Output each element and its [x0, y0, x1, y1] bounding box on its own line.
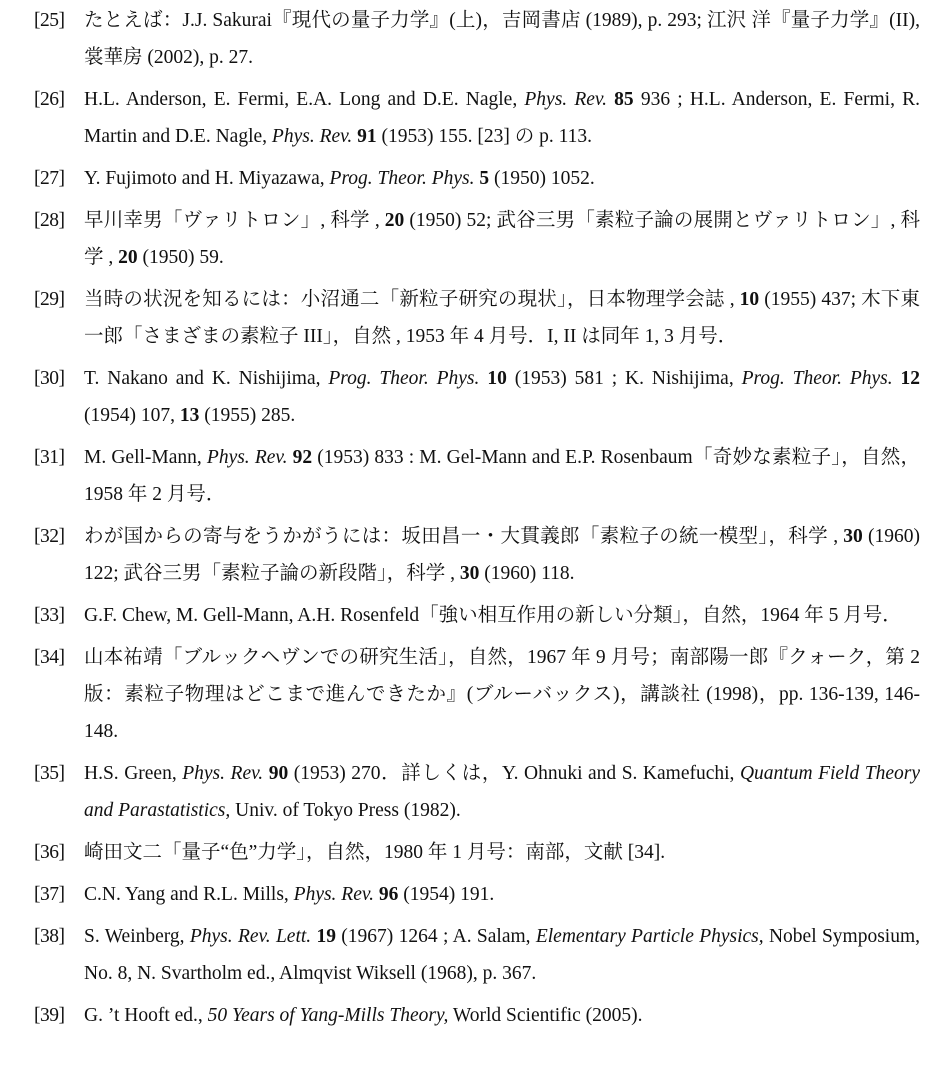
journal-title: Prog. Theor. Phys.: [741, 368, 893, 389]
citation-text: S. Weinberg,: [84, 926, 190, 947]
citation-text: G.F. Chew, M. Gell-Mann, A.H. Rosenfeld「強い相互作用の新しい分類」，自然，1964 年 5 月号．: [84, 605, 902, 626]
citation-text: C.N. Yang and R.L. Mills,: [84, 884, 294, 905]
citation-text: World Scientific (2005).: [448, 1005, 643, 1026]
reference-text: [84, 876, 920, 913]
citation-text: 当時の状況を知るには：小沼通二「新粒子研究の現状」，日本物理学会誌 ,: [84, 289, 740, 310]
reference-entry: [34, 81, 920, 155]
volume-number: 19: [316, 926, 336, 947]
volume-number: 30: [843, 526, 863, 547]
reference-number: [25]: [34, 10, 65, 31]
citation-text: Y. Fujimoto and H. Miyazawa,: [84, 168, 330, 189]
reference-entry: [34, 834, 920, 871]
reference-number: [37]: [34, 884, 65, 905]
reference-entry: [34, 202, 920, 276]
reference-text: [84, 281, 920, 355]
citation-text: (1954) 191.: [398, 884, 495, 905]
reference-entry: [34, 639, 920, 750]
citation-text: 早川幸男「ヴァリトロン」, 科学 ,: [84, 210, 385, 231]
citation-text: Univ. of Tokyo Press (1982).: [230, 800, 461, 821]
reference-number: [31]: [34, 447, 65, 468]
citation-text: (1954) 107,: [84, 405, 180, 426]
journal-title: Phys. Rev.: [524, 89, 607, 110]
reference-number: [26]: [34, 89, 65, 110]
reference-text: [84, 755, 920, 829]
reference-number: [27]: [34, 168, 65, 189]
reference-entry: [34, 597, 920, 634]
reference-entry: [34, 2, 920, 76]
volume-number: 13: [179, 405, 200, 426]
reference-entry: [34, 755, 920, 829]
volume-number: 12: [900, 368, 921, 389]
journal-title: Phys. Rev.: [293, 884, 374, 905]
reference-entry: [34, 518, 920, 592]
reference-number: [30]: [34, 368, 65, 389]
citation-text: (1950) 1052.: [489, 168, 595, 189]
citation-text: 936 ; H.L. Anderson, E. Fermi, R. Martin and D.E. Nagle,: [84, 89, 920, 147]
citation-text: たとえば：J.J. Sakurai『現代の量子力学』(上)，吉岡書店 (1989), p. 293; 江沢 洋『量子力学』(II), 裳華房 (2002), p. 27.: [84, 10, 920, 68]
reference-number: [36]: [34, 842, 65, 863]
citation-text: (1950) 59.: [137, 247, 224, 268]
volume-number: 90: [268, 763, 289, 784]
citation-text: (1953) 581 ; K. Nishijima,: [506, 368, 742, 389]
reference-text: [84, 81, 920, 155]
reference-number: [39]: [34, 1005, 65, 1026]
citation-text: (1950) 52; 武谷三男「素粒子論の展開とヴァリトロン」, 科学 ,: [84, 210, 920, 268]
journal-title: Phys. Rev.: [271, 126, 353, 147]
reference-number: [34]: [34, 647, 65, 668]
reference-text: [84, 202, 920, 276]
reference-entry: [34, 876, 920, 913]
citation-text: (1955) 285.: [199, 405, 296, 426]
reference-number: [33]: [34, 605, 65, 626]
citation-text: (1967) 1264 ; A. Salam,: [335, 926, 536, 947]
citation-text: M. Gell-Mann,: [84, 447, 207, 468]
reference-entry: [34, 281, 920, 355]
reference-text: [84, 834, 920, 871]
citation-text: H.S. Green,: [84, 763, 183, 784]
volume-number: 20: [384, 210, 405, 231]
reference-number: [32]: [34, 526, 65, 547]
reference-number: [29]: [34, 289, 65, 310]
reference-text: [84, 439, 920, 513]
reference-text: [84, 2, 920, 76]
reference-text: [84, 639, 920, 750]
volume-number: 5: [479, 168, 490, 189]
volume-number: 96: [378, 884, 399, 905]
journal-title: Quantum Field Theory and Parastatistics,: [84, 763, 920, 821]
reference-number: [38]: [34, 926, 65, 947]
citation-text: T. Nakano and K. Nishijima,: [84, 368, 329, 389]
citation-text: (1955) 437; 木下東一郎「さまざまの素粒子 III」，自然 , 1953 年 4 月号．I, II は同年 1, 3 月号．: [84, 289, 920, 347]
reference-text: [84, 997, 920, 1034]
reference-entry: [34, 997, 920, 1034]
reference-text: [84, 918, 920, 992]
citation-text: (1953) 155. [23] の p. 113.: [376, 126, 592, 147]
reference-text: [84, 160, 920, 197]
citation-text: (1960) 122; 武谷三男「素粒子論の新段階」，科学 ,: [84, 526, 920, 584]
citation-text: [893, 368, 901, 389]
citation-text: Nobel Symposium, No. 8, N. Svartholm ed., Almqvist Wiksell (1968), p. 367.: [84, 926, 921, 984]
reference-text: [84, 360, 920, 434]
volume-number: 20: [118, 247, 138, 268]
journal-title: Elementary Particle Physics,: [535, 926, 764, 947]
reference-text: [84, 518, 920, 592]
journal-title: Prog. Theor. Phys.: [329, 168, 475, 189]
citation-text: 山本祐靖「ブルックヘヴンでの研究生活」，自然，1967 年 9 月号；南部陽一郎『クォーク，第 2 版：素粒子物理はどこまで進んできたか』(ブルーバックス)，講談社 (1998)，pp. 136-139, 146-148.: [84, 647, 920, 742]
citation-text: (1953) 833 : M. Gel-Mann and E.P. Rosenbaum「奇妙な素粒子」，自然，1958 年 2 月号．: [84, 447, 920, 505]
citation-text: H.L. Anderson, E. Fermi, E.A. Long and D.E. Nagle,: [84, 89, 525, 110]
journal-title: Phys. Rev.: [206, 447, 288, 468]
volume-number: 10: [487, 368, 507, 389]
reference-entry: [34, 360, 920, 434]
journal-title: Phys. Rev. Lett.: [189, 926, 312, 947]
citation-text: (1953) 270．詳しくは，Y. Ohnuki and S. Kamefuchi,: [288, 763, 740, 784]
reference-entry: [34, 160, 920, 197]
volume-number: 85: [614, 89, 634, 110]
volume-number: 91: [357, 126, 377, 147]
reference-entry: [34, 918, 920, 992]
citation-text: (1960) 118.: [479, 563, 575, 584]
journal-title: Phys. Rev.: [182, 763, 264, 784]
reference-entry: [34, 439, 920, 513]
reference-number: [28]: [34, 210, 65, 231]
volume-number: 10: [739, 289, 760, 310]
volume-number: 30: [459, 563, 480, 584]
reference-list: [34, 2, 920, 1034]
citation-text: わが国からの寄与をうかがうには：坂田昌一・大貫義郎「素粒子の統一模型」，科学 ,: [84, 526, 844, 547]
reference-text: [84, 597, 920, 634]
journal-title: 50 Years of Yang-Mills Theory,: [207, 1005, 449, 1026]
reference-number: [35]: [34, 763, 65, 784]
citation-text: G. ’t Hooft ed.,: [84, 1005, 208, 1026]
journal-title: Prog. Theor. Phys.: [328, 368, 480, 389]
citation-text: 崎田文二「量子“色”力学」，自然，1980 年 1 月号：南部，文献 [34].: [84, 842, 666, 863]
volume-number: 92: [292, 447, 313, 468]
